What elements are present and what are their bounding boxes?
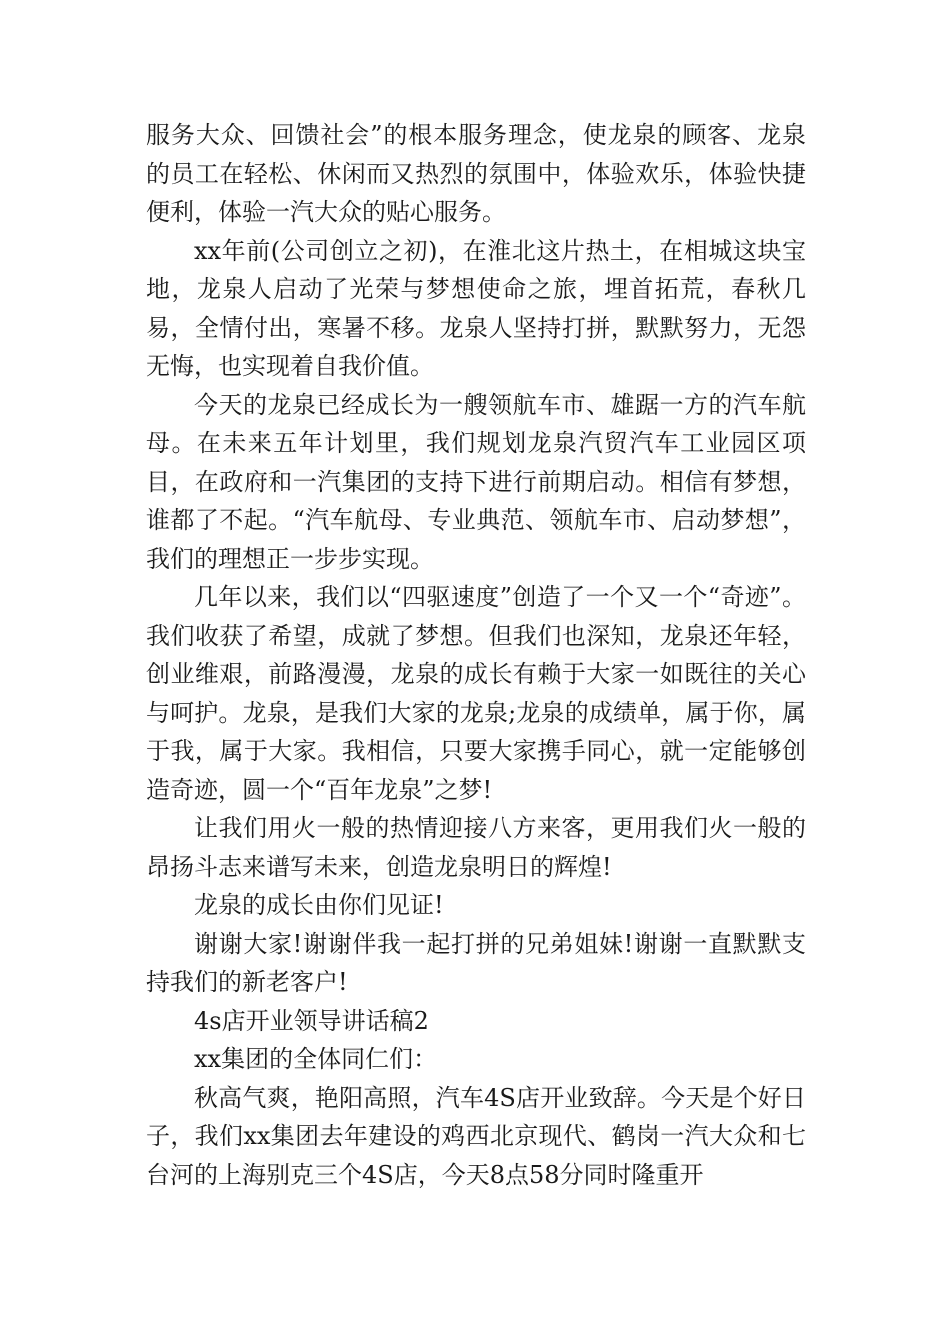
salutation: xx集团的全体同仁们： <box>194 1045 438 1073</box>
paragraph-3: 今天的龙泉已经成长为一艘领航车市、雄踞一方的汽车航母。在未来五年计划里，我们规划龙泉汽贸汽车工业园区项目，在政府和一汽集团的支持下进行前期启动。相信有梦想，谁都了不起。“汽车航母、专业典范、领航车市、启动梦想”，我们的理想正一步步实现。 <box>146 390 806 573</box>
document-body <box>146 116 806 1194</box>
section-heading: 4s店开业领导讲话稿2 <box>194 1006 429 1035</box>
paragraph-5: 让我们用火一般的热情迎接八方来客，更用我们火一般的昂扬斗志来谱写未来，创造龙泉明日的辉煌! <box>146 814 806 881</box>
paragraph-6: 龙泉的成长由你们见证! <box>194 891 444 919</box>
paragraph-4: 几年以来，我们以“四驱速度”创造了一个又一个“奇迹”。我们收获了希望，成就了梦想。但我们也深知，龙泉还年轻，创业维艰，前路漫漫，龙泉的成长有赖于大家一如既往的关心与呵护。龙泉，是我们大家的龙泉;龙泉的成绩单，属于你，属于我，属于大家。我相信，只要大家携手同心，就一定能够创造奇迹，圆一个“百年龙泉”之梦! <box>146 583 806 804</box>
paragraph-2: xx年前(公司创立之初)，在淮北这片热土，在相城这块宝地，龙泉人启动了光荣与梦想使命之旅，埋首拓荒，春秋几易，全情付出，寒暑不移。龙泉人坚持打拼，默默努力，无怨无悔，也实现着自我价值。 <box>146 236 806 380</box>
paragraph-10: 秋高气爽，艳阳高照，汽车4S店开业致辞。今天是个好日子，我们xx集团去年建设的鸡西北京现代、鹤岗一汽大众和七台河的上海别克三个4S店，今天8点58分同时隆重开 <box>146 1083 806 1189</box>
paragraph-1: 服务大众、回馈社会”的根本服务理念，使龙泉的顾客、龙泉的员工在轻松、休闲而又热烈的氛围中，体验欢乐，体验快捷便利，体验一汽大众的贴心服务。 <box>146 121 806 226</box>
paragraph-7: 谢谢大家!谢谢伴我一起打拼的兄弟姐妹!谢谢一直默默支持我们的新老客户! <box>146 929 806 996</box>
